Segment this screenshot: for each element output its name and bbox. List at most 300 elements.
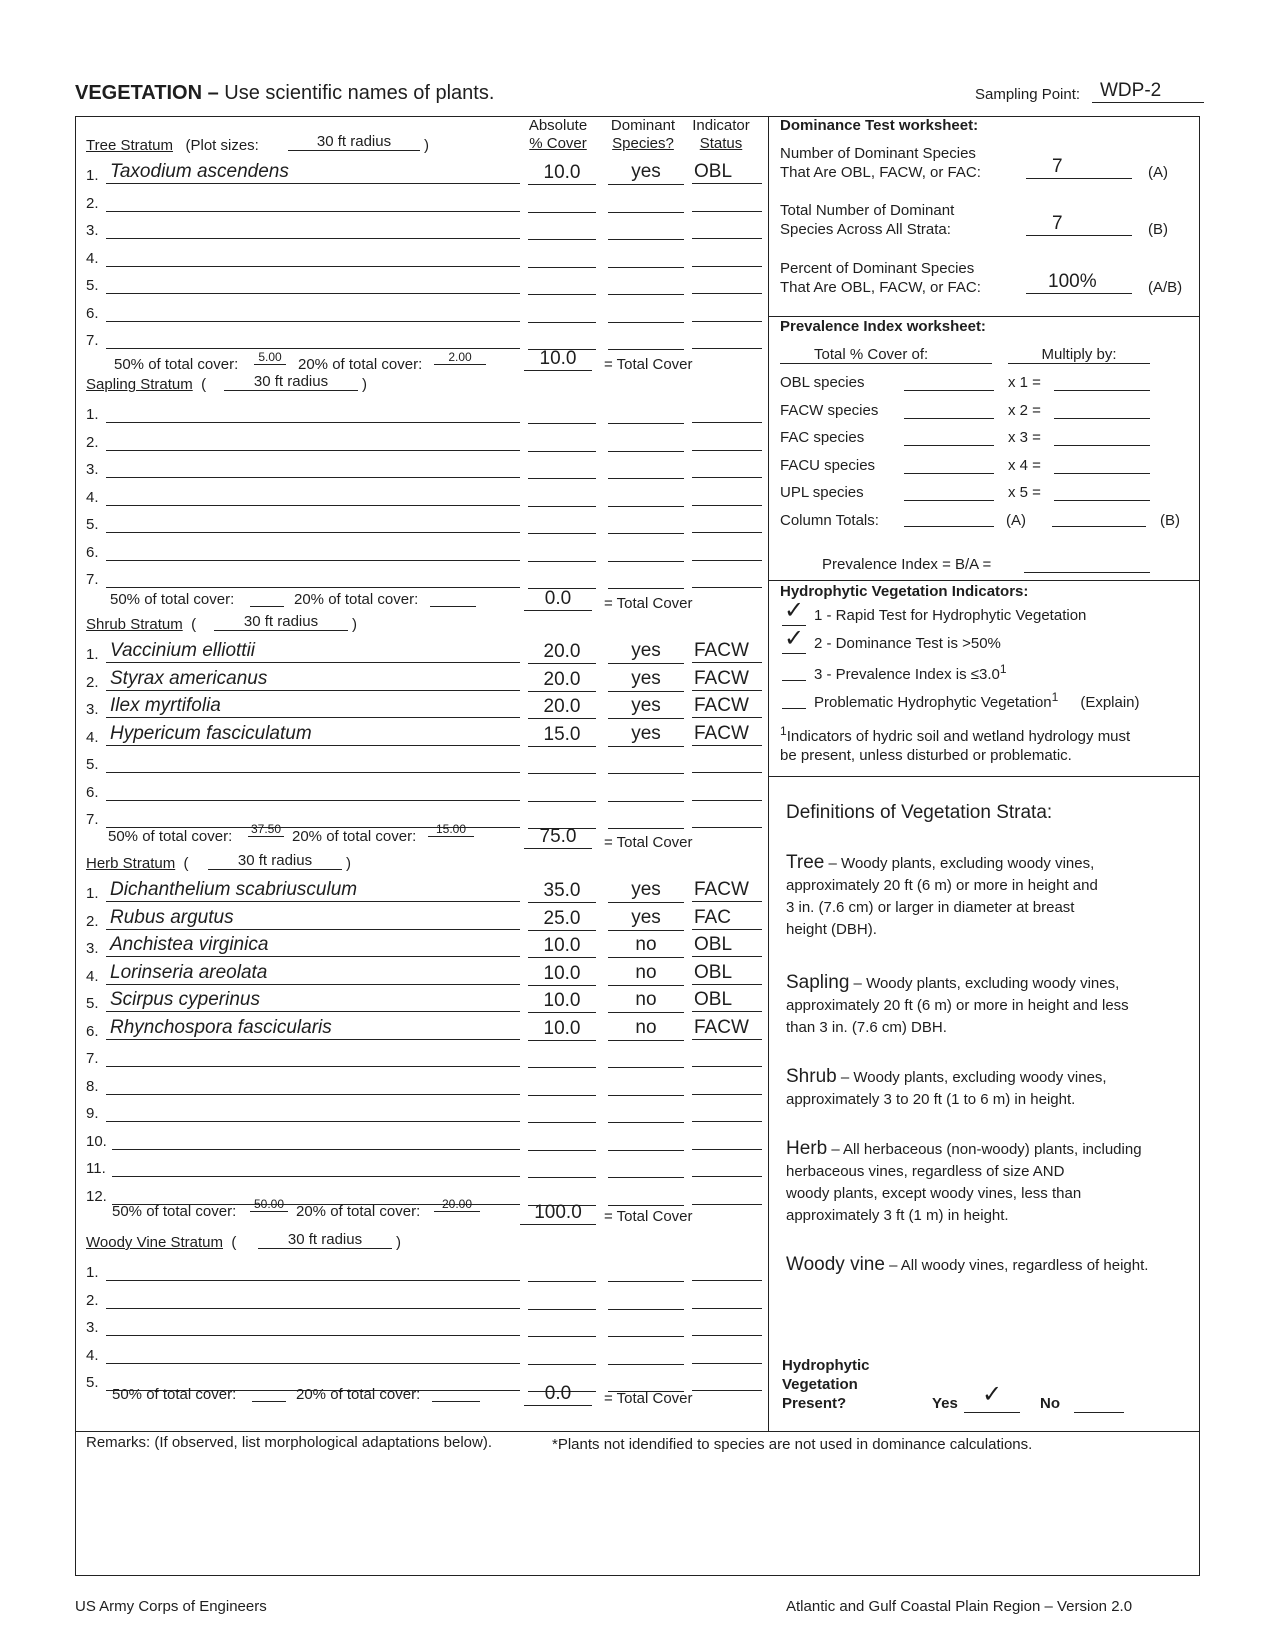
dominant-species-field[interactable]: yes (608, 668, 684, 692)
species-name-field[interactable] (112, 1127, 520, 1150)
species-name-field[interactable] (106, 326, 520, 349)
absolute-cover-field[interactable]: 20.0 (528, 696, 596, 719)
dominance-b-label: Total Number of Dominant Species Across All Strata: (780, 202, 955, 238)
indicator-status-field[interactable] (692, 538, 762, 561)
indicator-status-field[interactable] (692, 455, 762, 478)
vine-stratum-heading: Woody Vine Stratum ( (86, 1234, 237, 1251)
row-number: 1. (86, 167, 99, 184)
vine-plot-close: ) (396, 1234, 401, 1251)
vine-plot-size-field[interactable]: 30 ft radius (258, 1231, 392, 1249)
row-number: 7. (86, 811, 99, 828)
herb-fifty-label: 50% of total cover: (112, 1203, 237, 1220)
indicator-status-field[interactable] (692, 1182, 762, 1205)
herb-twenty-label: 20% of total cover: (296, 1203, 421, 1220)
herb-plot-close: ) (346, 855, 351, 872)
species-name-field[interactable]: Styrax americanus (106, 668, 520, 691)
prevalence-col1-header: Total % Cover of: (780, 346, 992, 364)
species-name-field[interactable]: Rhynchospora fascicularis (106, 1017, 520, 1040)
species-name-field[interactable]: Lorinseria areolata (106, 962, 520, 985)
row-number: 4. (86, 1347, 99, 1364)
prevalence-multiplier: x 5 = (1008, 484, 1041, 501)
dominant-species-field[interactable] (608, 805, 684, 829)
prevalence-row-label: FACU species (780, 456, 876, 474)
species-name-field[interactable]: Vaccinium elliottii (106, 640, 520, 663)
tree-plot-size-field[interactable]: 30 ft radius (288, 133, 420, 151)
herb-total-label: = Total Cover (604, 1208, 693, 1225)
dominant-species-field[interactable]: no (608, 989, 684, 1013)
column-divider (768, 116, 769, 1432)
indicators-footnote: $^1$Indicators of hydric soil and wetland hydrology must be present, unless disturbed or problematic. (780, 724, 1131, 764)
indicator-status-field[interactable] (692, 1127, 762, 1150)
prevalence-cover-field[interactable] (904, 418, 994, 419)
absolute-cover-field[interactable] (528, 272, 596, 295)
indicator-status-field[interactable]: FACW (692, 668, 762, 691)
sampling-point-label: Sampling Point: (975, 86, 1081, 103)
dominant-species-field[interactable]: yes (608, 879, 684, 903)
dominant-species-field[interactable]: no (608, 962, 684, 986)
row-number: 6. (86, 544, 99, 561)
tree-stratum-heading: Tree Stratum (Plot sizes: (86, 137, 259, 154)
prevalence-row-label: FAC species (780, 429, 865, 446)
absolute-cover-field[interactable] (528, 1314, 596, 1337)
prevalence-row-label: UPL species (780, 484, 864, 501)
row-number: 9. (86, 1105, 99, 1122)
footer-region: Atlantic and Gulf Coastal Plain Region – Version 2.0 (786, 1598, 1133, 1615)
prevalence-cover-field[interactable] (904, 445, 994, 446)
absolute-cover-field[interactable] (528, 429, 596, 452)
definition-woody-vine: Woody vine – All woody vines, regardless of height. (786, 1254, 1149, 1275)
row-number: 1. (86, 1264, 99, 1281)
vine-twenty-field[interactable] (432, 1385, 480, 1402)
definitions-title: Definitions of Vegetation Strata: (786, 802, 1053, 823)
shrub-fifty-field[interactable]: 37.50 (248, 822, 284, 837)
species-name-field[interactable] (106, 1099, 520, 1122)
herb-total-field[interactable]: 100.0 (520, 1202, 596, 1225)
explain-label: (Explain) (1080, 693, 1140, 711)
tree-fifty-label: 50% of total cover: (114, 356, 239, 373)
row-number: 11. (86, 1160, 106, 1177)
species-name-field[interactable] (106, 271, 520, 294)
dominant-species-field[interactable] (608, 1313, 684, 1337)
absolute-cover-field[interactable] (528, 539, 596, 562)
dominant-species-field[interactable] (608, 400, 684, 424)
absolute-cover-field[interactable] (528, 1342, 596, 1365)
indicator-status-field[interactable] (692, 778, 762, 801)
vine-fifty-field[interactable] (252, 1385, 286, 1402)
indicator-label: 2 - Dominance Test is >50% (814, 634, 1001, 652)
column-total-b-field[interactable] (1052, 526, 1146, 527)
dominant-species-field[interactable] (608, 1341, 684, 1365)
tree-twenty-label: 20% of total cover: (298, 356, 423, 373)
row-number: 7. (86, 571, 99, 588)
absolute-cover-header: Absolute % Cover (528, 117, 588, 152)
dominant-species-field[interactable] (608, 750, 684, 774)
page-title: VEGETATION – Use scientific names of plants. (75, 82, 495, 104)
prevalence-multiplier: x 4 = (1008, 456, 1041, 474)
prevalence-product-field[interactable] (1054, 473, 1150, 474)
absolute-cover-field[interactable] (528, 751, 596, 774)
absolute-cover-field[interactable] (528, 1155, 596, 1178)
indicator-status-field[interactable] (692, 1286, 762, 1309)
species-name-field[interactable] (106, 1044, 520, 1067)
absolute-cover-field[interactable] (528, 1073, 596, 1096)
shrub-plot-close: ) (352, 616, 357, 633)
dominant-species-field[interactable] (608, 189, 684, 213)
row-number: 1. (86, 406, 99, 423)
dominant-species-field[interactable] (608, 1154, 684, 1178)
indicator-checkbox[interactable] (782, 652, 806, 681)
prevalence-index-field[interactable] (1024, 572, 1150, 573)
indicator-status-field[interactable] (692, 1072, 762, 1095)
present-no-field[interactable] (1074, 1412, 1124, 1413)
row-number: 12. (86, 1188, 107, 1205)
dominant-species-field[interactable]: yes (608, 907, 684, 931)
row-number: 5. (86, 756, 99, 773)
indicator-label: 1 - Rapid Test for Hydrophytic Vegetation (814, 607, 1087, 624)
absolute-cover-field[interactable] (528, 456, 596, 479)
row-number: 3. (86, 940, 99, 957)
indicator-status-field[interactable] (692, 1258, 762, 1281)
indicator-status-field[interactable] (692, 400, 762, 423)
dominant-species-field[interactable] (608, 1286, 684, 1310)
divider-indicators (768, 776, 1200, 777)
shrub-twenty-field[interactable]: 15.00 (428, 822, 474, 837)
dominant-species-field[interactable] (608, 1044, 684, 1068)
indicator-status-field[interactable]: FACW (692, 1017, 762, 1040)
species-name-field[interactable] (106, 1286, 520, 1309)
row-number: 2. (86, 913, 99, 930)
species-name-field[interactable] (106, 428, 520, 451)
row-number: 6. (86, 1023, 99, 1040)
tree-plot-close: ) (424, 137, 429, 154)
dominant-species-field[interactable]: no (608, 1017, 684, 1041)
indicator-status-field[interactable] (692, 1099, 762, 1122)
dominant-species-field[interactable] (608, 299, 684, 323)
indicator-status-field[interactable]: OBL (692, 989, 762, 1012)
prevalence-product-field[interactable] (1054, 445, 1150, 446)
dominant-species-header: Dominant Species? (610, 117, 676, 152)
species-name-field[interactable] (106, 189, 520, 212)
absolute-cover-field[interactable] (528, 217, 596, 240)
absolute-cover-field[interactable] (528, 401, 596, 424)
vine-total-label: = Total Cover (604, 1390, 693, 1407)
vine-fifty-label: 50% of total cover: (112, 1386, 237, 1403)
row-number: 1. (86, 646, 99, 663)
definition-tree: Tree – Woody plants, excluding woody vines, approximately 20 ft (6 m) or more in height and 3 in. (7.6 cm) or larger in diameter at breast height (DBH). (786, 852, 1098, 938)
absolute-cover-field[interactable] (528, 300, 596, 323)
dominant-species-field[interactable] (608, 510, 684, 534)
dominant-species-field[interactable] (608, 244, 684, 268)
dominant-species-field[interactable] (608, 1072, 684, 1096)
dominant-species-field[interactable] (608, 428, 684, 452)
absolute-cover-field[interactable]: 35.0 (528, 880, 596, 903)
row-number: 1. (86, 885, 99, 902)
absolute-cover-field[interactable] (528, 484, 596, 507)
vine-twenty-label: 20% of total cover: (296, 1386, 421, 1403)
indicator-status-field[interactable] (692, 1154, 762, 1177)
indicator-status-field[interactable]: OBL (692, 934, 762, 957)
dominance-title: Dominance Test worksheet: (780, 117, 979, 134)
row-number: 5. (86, 277, 99, 294)
prevalence-cover-field[interactable] (904, 473, 994, 474)
indicator-label: 3 - Prevalence Index is $\le 3.0^1$ (814, 662, 1007, 683)
sapling-plot-close: ) (362, 376, 367, 393)
prevalence-product-field[interactable] (1054, 418, 1150, 419)
prevalence-multiplier: x 1 = (1008, 374, 1041, 391)
dominant-species-field[interactable] (608, 455, 684, 479)
shrub-total-field[interactable]: 75.0 (524, 826, 592, 849)
column-total-a-tag: (A) (1006, 512, 1026, 529)
sampling-point-field[interactable]: WDP-2 (1092, 80, 1204, 103)
species-name-field[interactable]: Dichanthelium scabriusculum (106, 879, 520, 902)
row-number: 7. (86, 332, 99, 349)
indicator-status-field[interactable] (692, 271, 762, 294)
absolute-cover-field[interactable]: 20.0 (528, 641, 596, 664)
herb-plot-size-field[interactable]: 30 ft radius (208, 852, 342, 870)
indicator-status-field[interactable]: FACW (692, 879, 762, 902)
prevalence-multiplier: x 3 = (1008, 429, 1041, 446)
species-name-field[interactable]: Anchistea virginica (106, 934, 520, 957)
indicators-title: Hydrophytic Vegetation Indicators: (780, 583, 1029, 600)
absolute-cover-field[interactable] (528, 1259, 596, 1282)
indicator-status-field[interactable]: FACW (692, 695, 762, 718)
remarks-label: Remarks: (If observed, list morphological adaptations below). (86, 1434, 493, 1451)
prevalence-product-field[interactable] (1054, 390, 1150, 391)
species-name-field[interactable] (106, 1313, 520, 1336)
sapling-twenty-label: 20% of total cover: (294, 591, 419, 608)
indicator-status-field[interactable] (692, 299, 762, 322)
species-name-field[interactable] (106, 216, 520, 239)
indicator-status-field[interactable] (692, 326, 762, 349)
sapling-total-field[interactable]: 0.0 (524, 588, 592, 611)
dominance-a-field[interactable]: 7 (1026, 156, 1132, 179)
dominant-species-field[interactable]: yes (608, 161, 684, 185)
dominant-species-field[interactable]: no (608, 934, 684, 958)
indicator-status-header: Indicator Status (692, 117, 750, 152)
dominant-species-field[interactable] (608, 1182, 684, 1206)
indicator-checkbox[interactable]: ✓ (783, 624, 805, 652)
indicator-status-field[interactable] (692, 510, 762, 533)
present-yes-label: Yes (932, 1395, 958, 1412)
dominant-species-field[interactable] (608, 1258, 684, 1282)
species-name-field[interactable] (106, 1258, 520, 1281)
divider-dominance (768, 316, 1200, 317)
indicator-status-field[interactable] (692, 483, 762, 506)
absolute-cover-field[interactable] (528, 1287, 596, 1310)
species-name-field[interactable] (106, 565, 520, 588)
definition-herb: Herb – All herbaceous (non-woody) plants, including herbaceous vines, regardless of size AND woody plants, except woody vines, less than approximately 3 ft (1 m) in height. (786, 1138, 1142, 1224)
divider-prevalence (768, 580, 1200, 581)
shrub-twenty-label: 20% of total cover: (292, 828, 417, 845)
dominant-species-field[interactable] (608, 1099, 684, 1123)
row-number: 5. (86, 995, 99, 1012)
dominance-b-field[interactable]: 7 (1026, 213, 1132, 236)
indicator-status-field[interactable] (692, 1368, 762, 1391)
absolute-cover-field[interactable] (528, 1100, 596, 1123)
herb-stratum-heading: Herb Stratum ( (86, 855, 189, 872)
species-name-field[interactable] (106, 538, 520, 561)
species-name-field[interactable] (106, 400, 520, 423)
dominant-species-field[interactable] (608, 565, 684, 589)
remarks-textarea[interactable] (86, 1458, 1186, 1566)
dominant-species-field[interactable] (608, 216, 684, 240)
tree-total-label: = Total Cover (604, 356, 693, 373)
absolute-cover-field[interactable] (528, 566, 596, 589)
row-number: 4. (86, 729, 99, 746)
species-name-field[interactable] (106, 244, 520, 267)
dominant-species-field[interactable] (608, 483, 684, 507)
absolute-cover-field[interactable] (528, 1045, 596, 1068)
divider-remarks (75, 1431, 1200, 1432)
species-name-field[interactable]: Taxodium ascendens (106, 161, 520, 184)
shrub-total-label: = Total Cover (604, 834, 693, 851)
sapling-stratum-heading: Sapling Stratum ( (86, 376, 207, 393)
absolute-cover-field[interactable] (528, 327, 596, 350)
species-name-field[interactable] (106, 778, 520, 801)
row-number: 4. (86, 489, 99, 506)
absolute-cover-field[interactable]: 15.0 (528, 724, 596, 747)
tree-fifty-field[interactable]: 5.00 (254, 350, 286, 365)
shrub-plot-size-field[interactable]: 30 ft radius (214, 613, 348, 631)
species-name-field[interactable]: Hypericum fasciculatum (106, 723, 520, 746)
prevalence-product-field[interactable] (1054, 500, 1150, 501)
footer-agency: US Army Corps of Engineers (75, 1598, 267, 1615)
absolute-cover-field[interactable] (528, 245, 596, 268)
absolute-cover-field[interactable]: 10.0 (528, 935, 596, 958)
indicator-status-field[interactable] (692, 1044, 762, 1067)
row-number: 2. (86, 434, 99, 451)
indicator-status-field[interactable] (692, 244, 762, 267)
dominance-ab-tag: (A/B) (1148, 279, 1183, 296)
sapling-fifty-field[interactable] (250, 590, 284, 607)
species-name-field[interactable] (112, 1154, 520, 1177)
shrub-fifty-label: 50% of total cover: (108, 828, 233, 845)
dominance-ab-field[interactable]: 100% (1026, 271, 1132, 294)
absolute-cover-field[interactable] (528, 1128, 596, 1151)
indicator-checkbox[interactable] (782, 680, 806, 709)
row-number: 2. (86, 674, 99, 691)
indicator-status-field[interactable] (692, 805, 762, 828)
indicator-status-field[interactable] (692, 565, 762, 588)
herb-twenty-field[interactable]: 20.00 (434, 1197, 480, 1212)
indicator-status-field[interactable] (692, 216, 762, 239)
species-name-field[interactable] (106, 1341, 520, 1364)
tree-total-field[interactable]: 10.0 (524, 348, 592, 371)
absolute-cover-field[interactable]: 10.0 (528, 963, 596, 986)
column-total-b-tag: (B) (1160, 512, 1180, 529)
row-number: 5. (86, 1374, 99, 1391)
prevalence-index-label: Prevalence Index = B/A = (822, 556, 992, 573)
prevalence-cover-field[interactable] (904, 390, 994, 391)
dominant-species-field[interactable] (608, 1368, 684, 1392)
species-name-field[interactable] (106, 299, 520, 322)
footnote-marker: 1 (1051, 689, 1059, 704)
indicator-checkbox[interactable]: ✓ (783, 597, 805, 624)
dominant-species-field[interactable]: yes (608, 640, 684, 664)
species-name-field[interactable] (106, 455, 520, 478)
row-number: 3. (86, 222, 99, 239)
indicator-status-field[interactable]: FACW (692, 640, 762, 663)
species-name-field[interactable] (106, 483, 520, 506)
absolute-cover-field[interactable]: 25.0 (528, 908, 596, 931)
absolute-cover-field[interactable]: 10.0 (528, 1018, 596, 1041)
prevalence-multiplier: x 2 = (1008, 401, 1041, 419)
species-name-field[interactable] (106, 1072, 520, 1095)
indicator-status-field[interactable] (692, 750, 762, 773)
indicator-status-field[interactable] (692, 428, 762, 451)
row-number: 3. (86, 461, 99, 478)
dominant-species-field[interactable] (608, 1127, 684, 1151)
absolute-cover-field[interactable]: 20.0 (528, 669, 596, 692)
row-number: 8. (86, 1078, 99, 1095)
species-name-field[interactable]: Ilex myrtifolia (106, 695, 520, 718)
dominant-species-field[interactable]: yes (608, 695, 684, 719)
indicator-status-field[interactable] (692, 189, 762, 212)
indicator-status-field[interactable]: OBL (692, 161, 762, 184)
absolute-cover-field[interactable] (528, 190, 596, 213)
row-number: 4. (86, 968, 99, 985)
absolute-cover-field[interactable]: 10.0 (528, 162, 596, 185)
indicator-status-field[interactable]: FACW (692, 723, 762, 746)
tree-twenty-field[interactable]: 2.00 (434, 350, 486, 365)
species-name-field[interactable] (106, 750, 520, 773)
indicator-status-field[interactable]: OBL (692, 962, 762, 985)
row-number: 2. (86, 195, 99, 212)
absolute-cover-field[interactable]: 10.0 (528, 990, 596, 1013)
dominance-ab-label: Percent of Dominant Species That Are OBL, FACW, or FAC: (780, 260, 981, 296)
row-number: 6. (86, 784, 99, 801)
dominant-species-field[interactable] (608, 326, 684, 350)
row-number: 3. (86, 701, 99, 718)
column-totals-label: Column Totals: (780, 512, 879, 529)
definition-sapling: Sapling – Woody plants, excluding woody vines, approximately 20 ft (6 m) or more in height and less than 3 in. (7.6 cm) DBH. (786, 972, 1129, 1036)
sapling-fifty-label: 50% of total cover: (110, 591, 235, 608)
shrub-stratum-heading: Shrub Stratum ( (86, 616, 197, 633)
indicator-status-field[interactable]: FAC (692, 907, 762, 930)
indicator-status-field[interactable] (692, 1341, 762, 1364)
dominance-b-tag: (B) (1148, 221, 1168, 238)
herb-fifty-field[interactable]: 50.00 (250, 1197, 288, 1212)
indicator-label: Problematic Hydrophytic Vegetation$^1$ (Explain) (814, 689, 1140, 711)
prevalence-row-label: OBL species (780, 374, 865, 391)
sapling-plot-size-field[interactable]: 30 ft radius (224, 373, 358, 391)
vegetation-present-label: Hydrophytic Vegetation Present? (782, 1357, 870, 1412)
prevalence-cover-field[interactable] (904, 500, 994, 501)
row-number: 7. (86, 1050, 99, 1067)
footnote-marker: 1 (999, 662, 1007, 676)
row-number: 6. (86, 305, 99, 322)
dominant-species-field[interactable] (608, 271, 684, 295)
sapling-twenty-field[interactable] (430, 590, 476, 607)
indicator-status-field[interactable] (692, 1313, 762, 1336)
present-no-label: No (1040, 1395, 1060, 1412)
sapling-total-label: = Total Cover (604, 595, 693, 612)
absolute-cover-field[interactable] (528, 511, 596, 534)
present-yes-field[interactable]: ✓ (964, 1380, 1020, 1413)
remarks-note: *Plants not idendified to species are not used in dominance calculations. (552, 1436, 1033, 1453)
absolute-cover-field[interactable] (528, 779, 596, 802)
prevalence-title: Prevalence Index worksheet: (780, 318, 986, 335)
dominant-species-field[interactable] (608, 778, 684, 802)
vine-total-field[interactable]: 0.0 (524, 1383, 592, 1406)
species-name-field[interactable]: Rubus argutus (106, 907, 520, 930)
dominant-species-field[interactable] (608, 538, 684, 562)
dominant-species-field[interactable]: yes (608, 723, 684, 747)
species-name-field[interactable] (106, 510, 520, 533)
species-name-field[interactable]: Scirpus cyperinus (106, 989, 520, 1012)
row-number: 10. (86, 1133, 107, 1150)
column-total-a-field[interactable] (904, 526, 994, 527)
